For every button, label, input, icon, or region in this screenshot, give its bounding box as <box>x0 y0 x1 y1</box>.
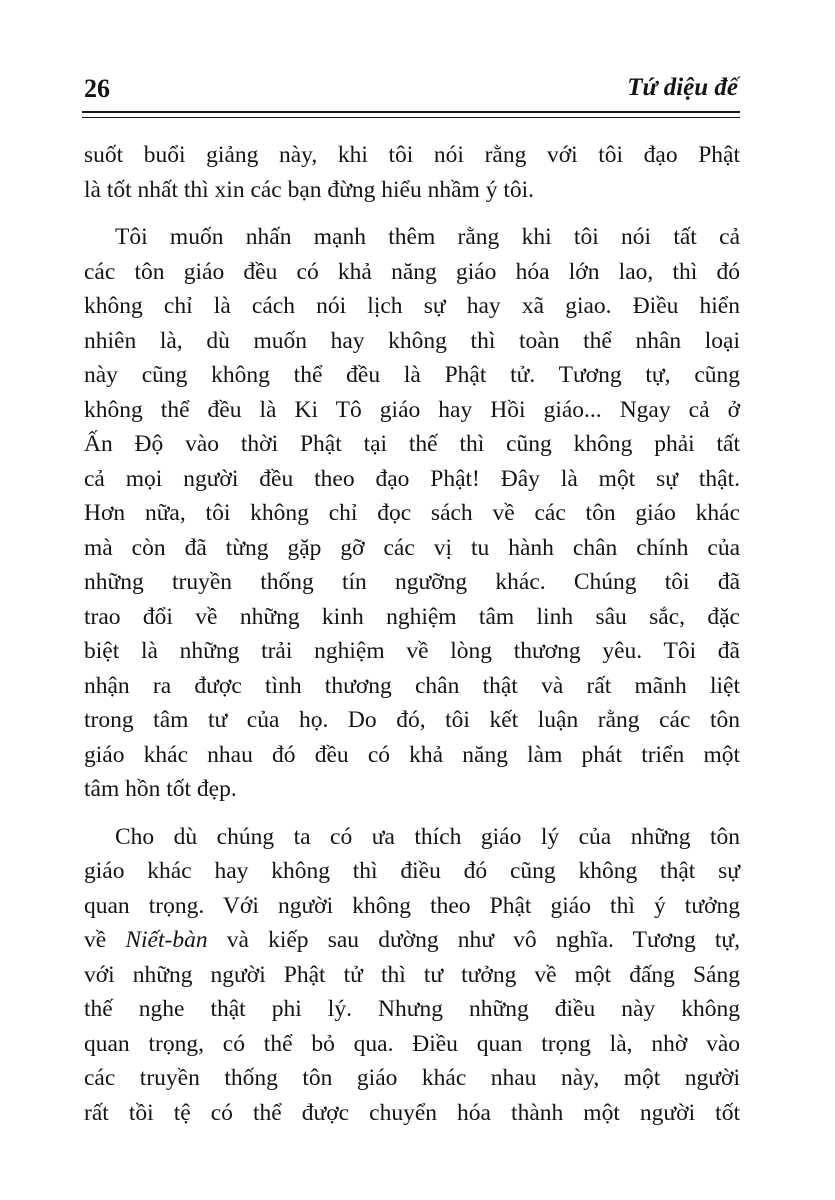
text-line: Cho dù chúng ta có ưa thích giáo lý của những tôn <box>115 823 740 850</box>
text-line-with-italic <box>84 923 740 958</box>
paragraph-gap <box>84 807 740 820</box>
text-run: và kiếp sau dường như vô nghĩa. Tương tự, <box>207 927 740 953</box>
paragraph-1 <box>84 138 740 207</box>
text-line: giáo khác nhau đó đều có khả năng làm phát triển một <box>84 741 740 768</box>
text-line: nhận ra được tình thương chân thật và rất mãnh liệt <box>84 672 740 699</box>
text-line: nhiên là, dù muốn hay không thì toàn thể nhân loại <box>84 327 740 354</box>
text-line: Tôi muốn nhấn mạnh thêm rằng khi tôi nói tất cả <box>115 224 740 250</box>
header-rule-thin <box>82 117 740 118</box>
paragraph-3 <box>84 820 740 1131</box>
text-line: Hơn nữa, tôi không chỉ đọc sách về các tôn giáo khác <box>84 500 740 526</box>
page-header <box>82 72 738 106</box>
text-line: giáo khác hay không thì điều đó cũng không thật sự <box>84 858 740 884</box>
text-line: không thể đều là Ki Tô giáo hay Hồi giáo... Ngay cả ở <box>84 396 740 423</box>
text-line: các tôn giáo đều có khả năng giáo hóa lớn lao, thì đó <box>84 258 740 285</box>
text-line: suốt buổi giảng này, khi tôi nói rằng với tôi đạo Phật <box>84 142 740 168</box>
text-line: này cũng không thể đều là Phật tử. Tương tự, cũng <box>84 362 740 388</box>
text-run: về <box>84 927 126 953</box>
italic-term-niet-ban: Niết-bàn <box>125 927 208 953</box>
text-line: các truyền thống tôn giáo khác nhau này, một người <box>84 1065 740 1091</box>
running-title: Tứ diệu đế <box>627 74 738 101</box>
page-number: 26 <box>84 74 110 103</box>
text-line: cả mọi người đều theo đạo Phật! Đây là một sự thật. <box>84 465 740 492</box>
text-line: biệt là những trải nghiệm về lòng thương yêu. Tôi đã <box>84 638 740 664</box>
paragraph-2 <box>84 220 740 807</box>
text-line: trao đổi về những kinh nghiệm tâm linh sâu sắc, đặc <box>84 603 740 630</box>
header-rule-thick <box>82 111 740 113</box>
text-line: trong tâm tư của họ. Do đó, tôi kết luận rằng các tôn <box>84 707 740 733</box>
body-text <box>84 138 740 1130</box>
text-line: không chỉ là cách nói lịch sự hay xã giao. Điều hiển <box>84 293 740 319</box>
text-line: mà còn đã từng gặp gỡ các vị tu hành chân chính của <box>84 534 740 561</box>
text-line: tâm hồn tốt đẹp. <box>84 776 237 802</box>
text-line: thế nghe thật phi lý. Nhưng những điều này không <box>84 996 740 1022</box>
text-line: những truyền thống tín ngưỡng khác. Chúng tôi đã <box>84 569 740 595</box>
paragraph-gap <box>84 207 740 220</box>
text-line: là tốt nhất thì xin các bạn đừng hiểu nhầm ý tôi. <box>84 176 534 203</box>
text-line: quan trọng, có thể bỏ qua. Điều quan trọng là, nhờ vào <box>84 1030 740 1057</box>
text-line: rất tồi tệ có thể được chuyển hóa thành một người tốt <box>84 1099 740 1126</box>
text-line: Ấn Độ vào thời Phật tại thế thì cũng không phải tất <box>84 431 740 457</box>
text-line: với những người Phật tử thì tư tưởng về một đấng Sáng <box>84 961 740 988</box>
text-line: quan trọng. Với người không theo Phật giáo thì ý tưởng <box>84 892 740 919</box>
